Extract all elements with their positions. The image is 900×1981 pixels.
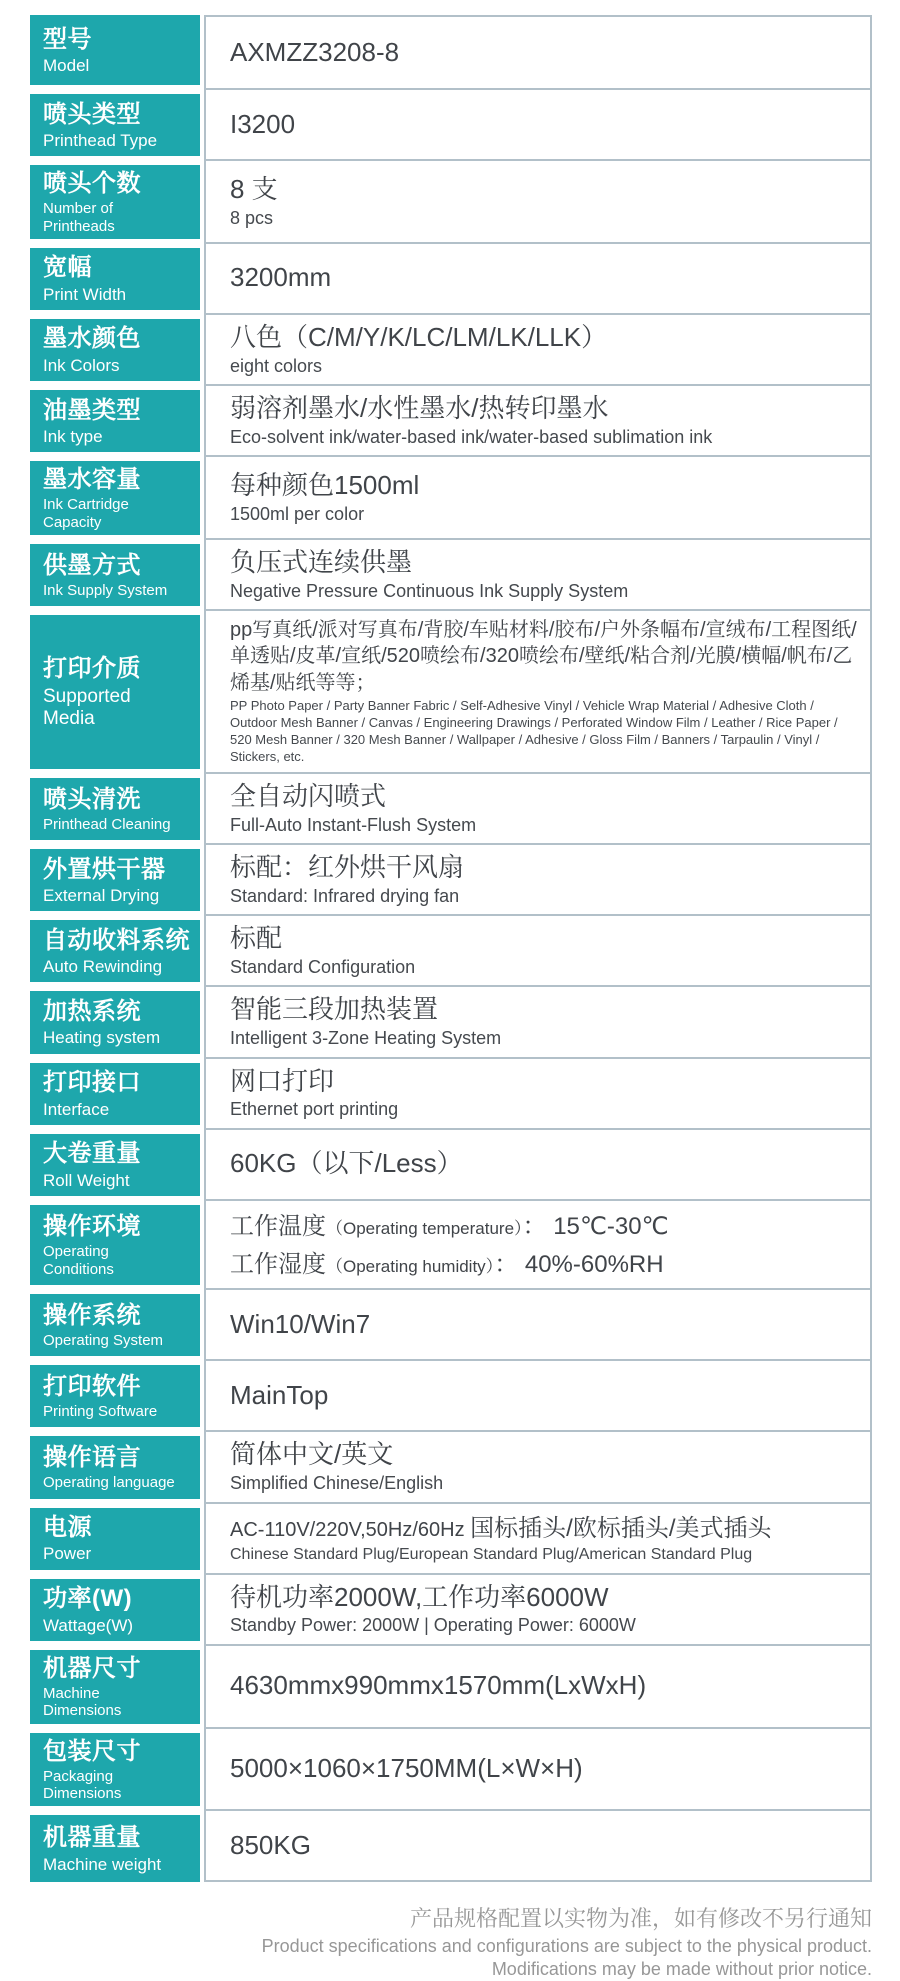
spec-row-machine-weight [30, 1811, 872, 1882]
label-en: Power [43, 1544, 92, 1564]
label-en: External Drying [43, 885, 160, 905]
value-en: Standby Power: 2000W | Operating Power: 6000W [230, 1615, 636, 1636]
label-en: Number of Printheads [43, 200, 115, 235]
spec-label-operating-system [30, 1290, 204, 1361]
label-zh: 大卷重量 [43, 1140, 141, 1168]
label-zh: 供墨方式 [43, 551, 141, 579]
spec-value-ink-colors [204, 315, 872, 386]
value-zh: 弱溶剂墨水/水性墨水/热转印墨水 [230, 392, 609, 423]
spec-row-ink-colors [30, 315, 872, 386]
spec-row-ink-capacity [30, 457, 872, 540]
value-zh: 智能三段加热装置 [230, 994, 439, 1025]
spec-row-auto-rewinding [30, 916, 872, 987]
value-zh: 标配：红外烘干风扇 [230, 852, 465, 883]
label-zh: 加热系统 [43, 998, 141, 1026]
spec-value-operating-conditions [204, 1201, 872, 1291]
spec-label-external-drying [30, 845, 204, 916]
spec-row-wattage [30, 1575, 872, 1646]
spec-label-media [30, 611, 204, 774]
value-zh: 850KG [230, 1829, 311, 1860]
label-en: Operating System [43, 1332, 164, 1350]
label-zh: 机器重量 [43, 1824, 141, 1852]
spec-label-print-width [30, 244, 204, 315]
spec-value-packaging-dimensions [204, 1729, 872, 1812]
spec-row-print-width [30, 244, 872, 315]
label-en: Ink Cartridge Capacity [43, 496, 129, 531]
label-zh: 打印软件 [43, 1373, 141, 1401]
value-zh: AXMZZ3208-8 [230, 36, 400, 67]
spec-row-operating-language [30, 1432, 872, 1503]
spec-label-model [30, 15, 204, 90]
label-en: Interface [43, 1099, 110, 1119]
label-zh: 喷头类型 [43, 100, 141, 128]
label-zh: 操作系统 [43, 1302, 141, 1330]
spec-value-media [204, 611, 872, 774]
spec-label-heating-system [30, 987, 204, 1058]
label-en: Operating Conditions [43, 1243, 114, 1278]
value-zh: 每种颜色1500ml [230, 469, 420, 500]
spec-label-roll-weight [30, 1130, 204, 1201]
spec-value-operating-language [204, 1432, 872, 1503]
spec-label-printing-software [30, 1361, 204, 1432]
value-en: Simplified Chinese/English [230, 1473, 444, 1494]
disclaimer-en-line1: Product specifications and configurations are subject to the physical product. [261, 1936, 872, 1957]
spec-value-roll-weight [204, 1130, 872, 1201]
value-en: PP Photo Paper / Party Banner Fabric / Self-Adhesive Vinyl / Vehicle Wrap Material / Adhesive Cloth / Outdoor Mesh Banner / Canvas / Engineering Drawings / Perforated Window Film / Leather / Rice Paper / 520 Mesh Banner / 320 Mesh Banner / Wallpaper / Adhesive / Gloss Film / Banners / Tarpaulin / Vinyl / Stickers, etc. [230, 698, 838, 764]
spec-row-model [30, 15, 872, 90]
spec-value-external-drying [204, 845, 872, 916]
value-zh: 8 支 [230, 173, 278, 204]
spec-value-printhead-cleaning [204, 774, 872, 845]
spec-label-ink-supply [30, 540, 204, 611]
label-en: Machine weight [43, 1854, 162, 1874]
value-en: Eco-solvent ink/water-based ink/water-based sublimation ink [230, 426, 713, 447]
label-zh: 机器尺寸 [43, 1654, 141, 1682]
spec-label-ink-type [30, 386, 204, 457]
label-en: Ink Colors [43, 355, 120, 375]
label-en: Print Width [43, 284, 127, 304]
operating-humidity-line: 工作湿度（Operating humidity）： 40%-60%RH [230, 1250, 664, 1278]
label-zh: 电源 [43, 1514, 92, 1542]
spec-value-machine-weight [204, 1811, 872, 1882]
spec-value-heating-system [204, 987, 872, 1058]
label-zh: 打印接口 [43, 1069, 141, 1097]
label-zh: 墨水容量 [43, 466, 141, 494]
label-en: Heating system [43, 1028, 161, 1048]
spec-row-heating-system [30, 987, 872, 1058]
label-zh: 油墨类型 [43, 396, 141, 424]
value-en: Chinese Standard Plug/European Standard Plug/American Standard Plug [230, 1545, 753, 1563]
value-en: Negative Pressure Continuous Ink Supply System [230, 580, 629, 601]
label-en: Printhead Cleaning [43, 815, 171, 833]
value-en: Standard: Infrared drying fan [230, 885, 460, 906]
spec-row-printhead-type [30, 90, 872, 161]
spec-value-interface [204, 1059, 872, 1130]
spec-label-interface [30, 1059, 204, 1130]
spec-value-machine-dimensions [204, 1646, 872, 1729]
value-zh: 全自动闪喷式 [230, 780, 387, 811]
label-zh: 喷头个数 [43, 170, 141, 197]
spec-row-ink-supply [30, 540, 872, 611]
label-en: Packaging Dimensions [43, 1767, 122, 1803]
spec-value-ink-supply [204, 540, 872, 611]
value-zh: AC-110V/220V,50Hz/60Hz 国标插头/欧标插头/美式插头 [230, 1514, 772, 1542]
value-zh: 八色（C/M/Y/K/LC/LM/LK/LLK） [230, 321, 608, 352]
label-zh: 功率(W) [43, 1585, 133, 1613]
disclaimer-zh: 产品规格配置以实物为准，如有修改不另行通知 [409, 1906, 872, 1932]
spec-value-ink-type [204, 386, 872, 457]
value-zh: 待机功率2000W,工作功率6000W [230, 1581, 609, 1612]
operating-temperature-line: 工作温度（Operating temperature）： 15℃-30℃ [230, 1212, 669, 1240]
value-en: Full-Auto Instant-Flush System [230, 814, 477, 835]
spec-label-printhead-count [30, 161, 204, 244]
value-zh: MainTop [230, 1379, 329, 1410]
label-zh: 型号 [43, 25, 92, 53]
value-zh: 5000×1060×1750MM(L×W×H) [230, 1752, 583, 1783]
spec-label-printhead-cleaning [30, 774, 204, 845]
value-zh: 网口打印 [230, 1065, 335, 1096]
value-zh: Win10/Win7 [230, 1308, 371, 1339]
label-en: Operating language [43, 1474, 175, 1492]
disclaimer [30, 1904, 872, 1981]
spec-row-media [30, 611, 872, 774]
spec-row-printhead-cleaning [30, 774, 872, 845]
spec-label-auto-rewinding [30, 916, 204, 987]
label-en: Auto Rewinding [43, 957, 163, 977]
spec-label-power [30, 1504, 204, 1575]
label-zh: 外置烘干器 [43, 855, 166, 883]
value-zh: 60KG（以下/Less） [230, 1148, 463, 1179]
spec-row-power [30, 1504, 872, 1575]
label-zh: 操作环境 [43, 1213, 141, 1241]
spec-row-operating-conditions [30, 1201, 872, 1291]
label-zh: 打印介质 [43, 655, 141, 683]
label-en: Ink type [43, 426, 103, 446]
label-zh: 包装尺寸 [43, 1737, 141, 1765]
label-en: Wattage(W) [43, 1615, 134, 1635]
spec-row-printing-software [30, 1361, 872, 1432]
spec-row-ink-type [30, 386, 872, 457]
spec-value-wattage [204, 1575, 872, 1646]
value-en: Ethernet port printing [230, 1099, 399, 1120]
spec-table [30, 15, 872, 1882]
spec-label-wattage [30, 1575, 204, 1646]
label-en: Roll Weight [43, 1170, 130, 1190]
spec-label-packaging-dimensions [30, 1729, 204, 1812]
spec-label-ink-colors [30, 315, 204, 386]
spec-value-model [204, 15, 872, 90]
spec-row-machine-dimensions [30, 1646, 872, 1729]
spec-label-printhead-type [30, 90, 204, 161]
spec-value-auto-rewinding [204, 916, 872, 987]
label-en: Model [43, 55, 90, 75]
label-zh: 自动收料系统 [43, 926, 190, 954]
label-en: Supported Media [43, 685, 131, 729]
spec-value-printing-software [204, 1361, 872, 1432]
disclaimer-en-line2: Modifications may be made without prior notice. [491, 1959, 872, 1980]
spec-value-printhead-type [204, 90, 872, 161]
spec-row-interface [30, 1059, 872, 1130]
value-zh: pp写真纸/派对写真布/背胶/车贴材料/胶布/户外条幅布/宣绒布/工程图纸/单透贴/皮革/宣纸/520喷绘布/320喷绘布/壁纸/粘合剂/光膜/横幅/帆布/乙烯基/贴纸等等； [230, 619, 857, 694]
spec-label-machine-dimensions [30, 1646, 204, 1729]
value-zh: 负压式连续供墨 [230, 546, 413, 577]
spec-row-roll-weight [30, 1130, 872, 1201]
spec-value-ink-capacity [204, 457, 872, 540]
value-en: eight colors [230, 355, 323, 376]
label-zh: 操作语言 [43, 1444, 141, 1472]
value-zh: 标配 [230, 923, 283, 954]
spec-value-power [204, 1504, 872, 1575]
value-en: 8 pcs [230, 207, 274, 228]
value-en: 1500ml per color [230, 503, 365, 524]
value-zh: 3200mm [230, 262, 332, 293]
spec-row-operating-system [30, 1290, 872, 1361]
spec-value-print-width [204, 244, 872, 315]
spec-label-machine-weight [30, 1811, 204, 1882]
spec-label-ink-capacity [30, 457, 204, 540]
value-zh: 简体中文/英文 [230, 1439, 394, 1470]
label-en: Printhead Type [43, 130, 158, 150]
value-zh: I3200 [230, 108, 296, 139]
label-en: Printing Software [43, 1403, 158, 1421]
value-en: Intelligent 3-Zone Heating System [230, 1028, 502, 1049]
value-zh: 4630mmx990mmx1570mm(LxWxH) [230, 1670, 647, 1701]
label-zh: 墨水颜色 [43, 325, 141, 353]
value-en: Standard Configuration [230, 957, 416, 977]
spec-label-operating-conditions [30, 1201, 204, 1291]
spec-value-operating-system [204, 1290, 872, 1361]
spec-row-printhead-count [30, 161, 872, 244]
spec-label-operating-language [30, 1432, 204, 1503]
spec-value-printhead-count [204, 161, 872, 244]
label-zh: 喷头清洗 [43, 785, 141, 813]
label-zh: 宽幅 [43, 254, 92, 282]
spec-row-external-drying [30, 845, 872, 916]
label-en: Ink Supply System [43, 582, 168, 599]
spec-row-packaging-dimensions [30, 1729, 872, 1812]
label-en: Machine Dimensions [43, 1685, 122, 1720]
